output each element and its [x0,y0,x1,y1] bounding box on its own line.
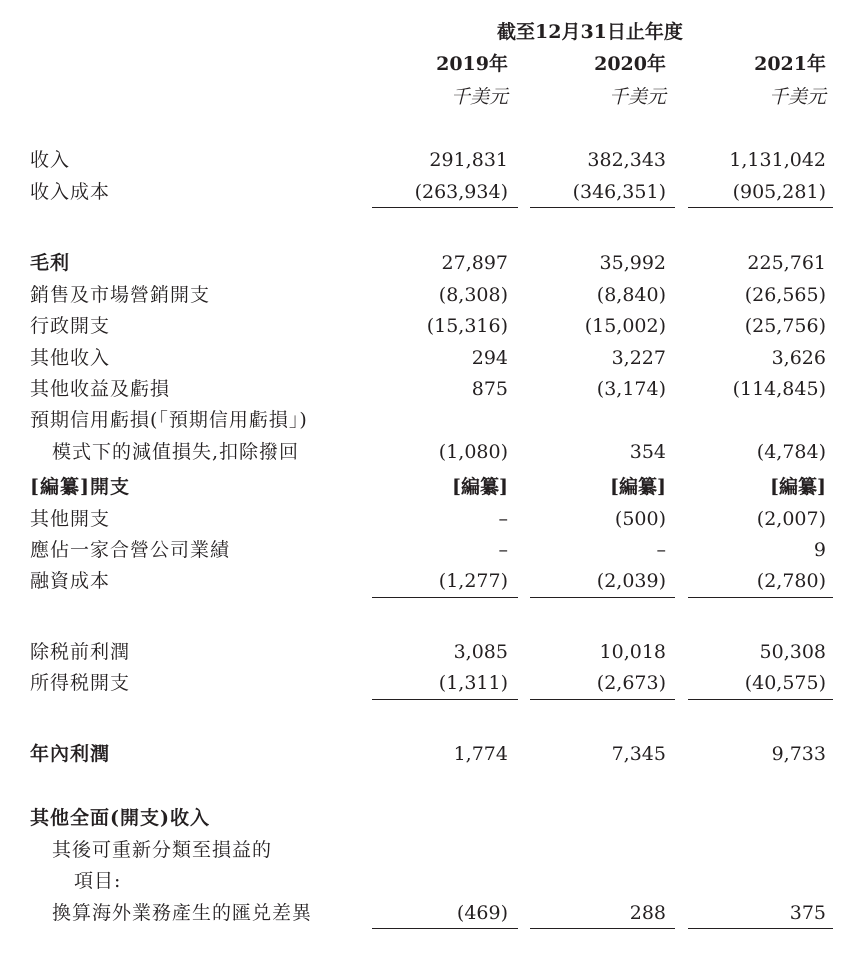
row-value-2020: 354 [629,441,666,463]
row-label: 融資成本 [30,570,111,592]
subtotal-rule [530,597,675,598]
row-value-2019: [編纂] [452,476,508,498]
row-value-2019: (263,934) [414,181,508,203]
subtotal-rule [372,207,518,208]
row-label: 應佔一家合營公司業績 [30,539,231,561]
row-value-2019: (469) [456,902,508,924]
unit-2021: 千美元 [768,86,826,108]
row-label: 其他收入 [30,347,111,369]
row-value-2019: 1,774 [453,743,508,765]
row-value-2020: 10,018 [599,641,666,663]
year-2019-heading: 2019年 [436,53,508,75]
row-value-2021: (2,780) [756,570,826,592]
row-label: 項目: [74,870,122,892]
row-value-2021: (2,007) [756,508,826,530]
row-value-2019: (15,316) [426,315,508,337]
row-value-2019: 294 [471,347,508,369]
row-value-2020: (8,840) [596,284,666,306]
row-value-2021: [編纂] [770,476,826,498]
row-value-2021: (905,281) [732,181,826,203]
row-value-2019: (1,277) [438,570,508,592]
row-value-2020: – [656,539,666,561]
row-label: 換算海外業務產生的匯兑差異 [52,902,313,924]
row-label: 其他全面(開支)收入 [30,807,210,829]
subtotal-rule [372,597,518,598]
subtotal-rule [530,928,675,929]
row-value-2020: 7,345 [611,743,666,765]
row-value-2021: (25,756) [744,315,826,337]
row-value-2021: 375 [789,902,826,924]
row-label: 收入成本 [30,181,111,203]
row-value-2021: (26,565) [744,284,826,306]
row-label: 毛利 [30,252,71,274]
row-value-2021: 225,761 [747,252,826,274]
row-value-2020: 288 [629,902,666,924]
row-label: [編纂]開支 [30,476,130,498]
row-value-2021: 3,626 [771,347,826,369]
subtotal-rule [530,207,675,208]
row-value-2020: (500) [614,508,666,530]
row-value-2021: 9 [813,539,826,561]
row-label: 所得税開支 [30,672,131,694]
period-heading: 截至12月31日止年度 [497,21,683,43]
row-value-2021: 9,733 [771,743,826,765]
row-value-2019: – [498,539,508,561]
row-value-2019: 291,831 [429,149,508,171]
row-label: 其他收益及虧損 [30,378,171,400]
row-value-2019: 3,085 [453,641,508,663]
row-value-2020: 35,992 [599,252,666,274]
row-value-2019: 875 [471,378,508,400]
row-value-2020: (2,673) [596,672,666,694]
row-value-2020: (346,351) [572,181,666,203]
row-label: 其他開支 [30,508,111,530]
row-label: 預期信用虧損(「預期信用虧損」) [30,409,308,431]
row-value-2019: (1,080) [438,441,508,463]
row-value-2019: (1,311) [438,672,508,694]
subtotal-rule [688,207,833,208]
row-value-2021: (114,845) [732,378,826,400]
row-label: 模式下的減值損失,扣除撥回 [52,441,300,463]
row-value-2019: (8,308) [438,284,508,306]
row-label: 年內利潤 [30,743,111,765]
row-value-2020: (15,002) [584,315,666,337]
row-value-2019: – [498,508,508,530]
row-label: 除税前利潤 [30,641,131,663]
subtotal-rule [372,928,518,929]
subtotal-rule [372,699,518,700]
year-2021-heading: 2021年 [754,53,826,75]
subtotal-rule [688,928,833,929]
row-value-2020: 382,343 [587,149,666,171]
row-label: 其後可重新分類至損益的 [52,839,273,861]
row-value-2020: [編纂] [610,476,666,498]
row-value-2020: (3,174) [596,378,666,400]
row-label: 銷售及市場營銷開支 [30,284,211,306]
row-value-2021: 50,308 [759,641,826,663]
row-value-2021: (40,575) [744,672,826,694]
unit-2020: 千美元 [608,86,666,108]
subtotal-rule [530,699,675,700]
unit-2019: 千美元 [450,86,508,108]
row-value-2019: 27,897 [441,252,508,274]
row-value-2020: (2,039) [596,570,666,592]
row-label: 行政開支 [30,315,111,337]
row-value-2020: 3,227 [611,347,666,369]
subtotal-rule [688,699,833,700]
row-value-2021: (4,784) [756,441,826,463]
subtotal-rule [688,597,833,598]
row-value-2021: 1,131,042 [729,149,826,171]
row-label: 收入 [30,149,71,171]
year-2020-heading: 2020年 [594,53,666,75]
